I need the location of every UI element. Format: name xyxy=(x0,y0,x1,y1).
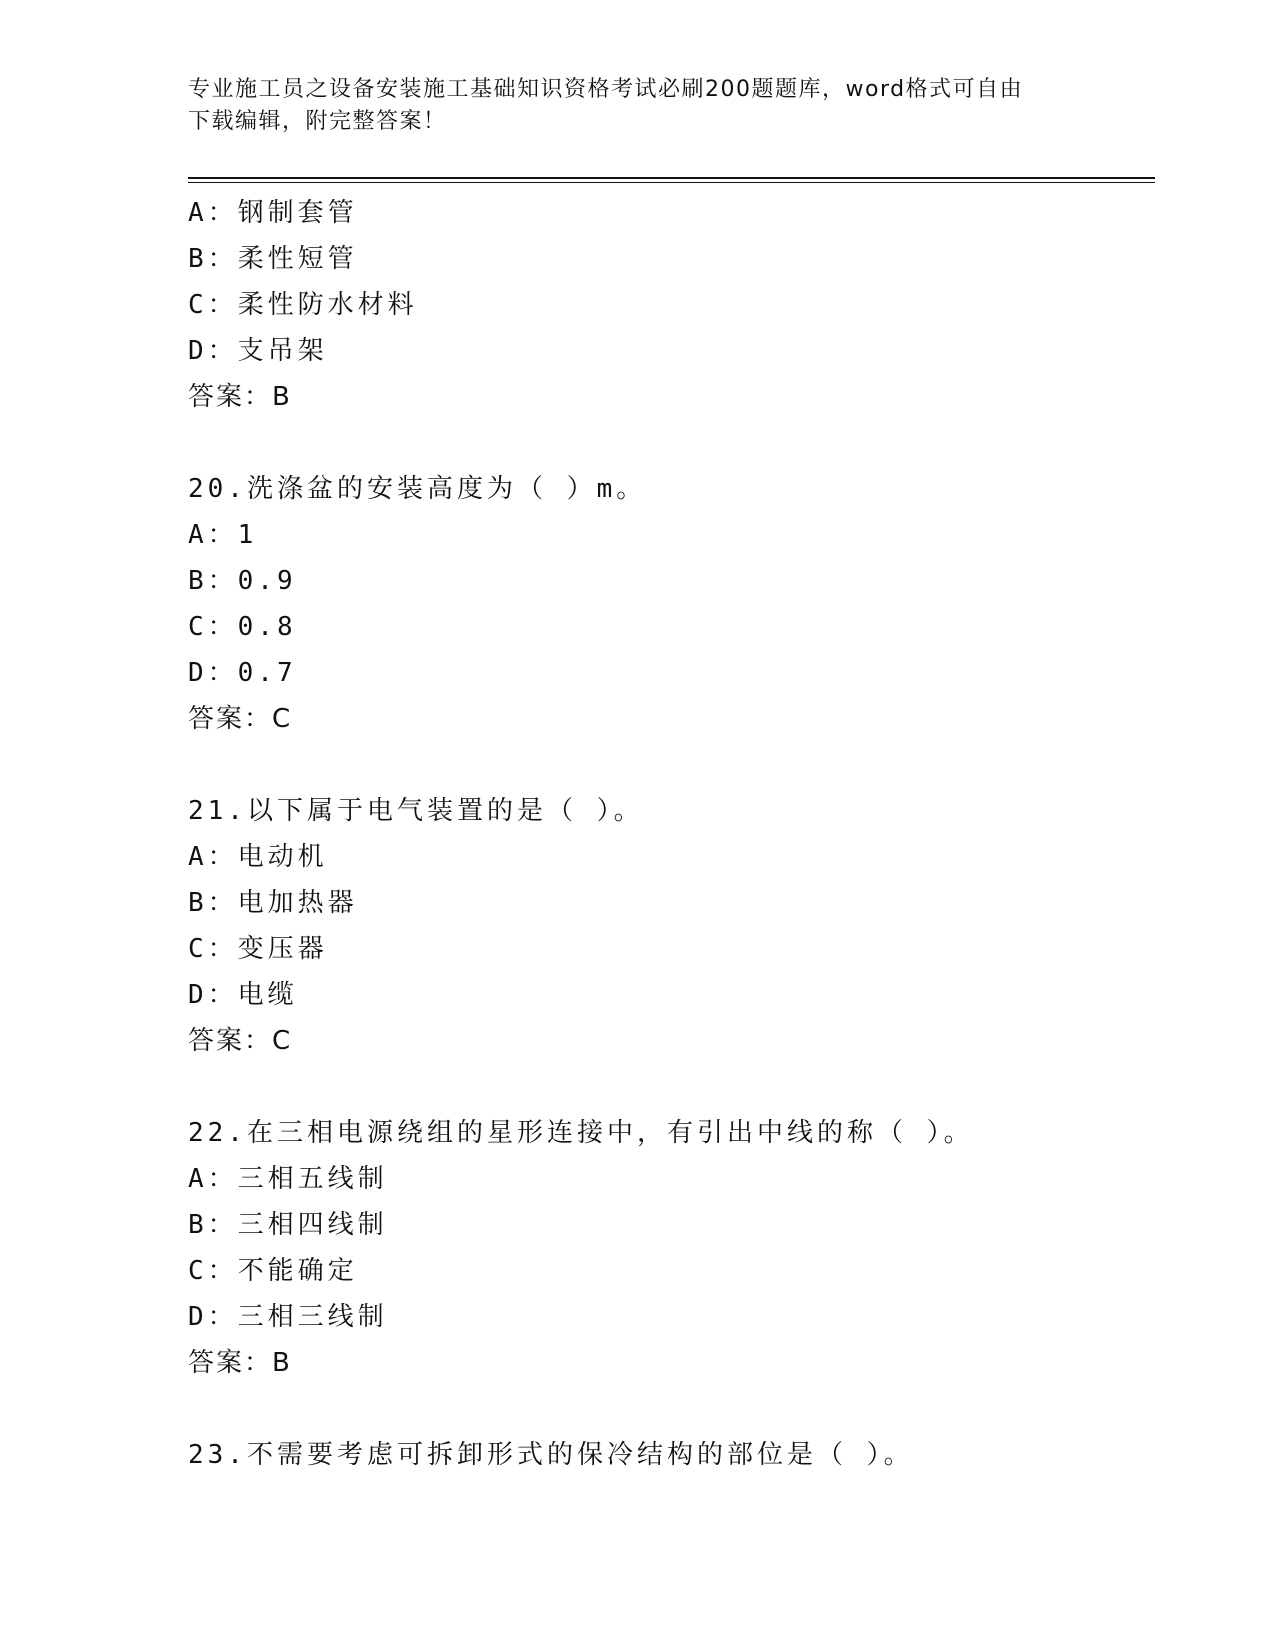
option-c: C：变压器 xyxy=(188,934,328,964)
option-d: D：0.7 xyxy=(188,658,297,688)
answer: 答案：C xyxy=(188,1026,293,1056)
question-20 xyxy=(188,466,1155,742)
option-c: C：柔性防水材料 xyxy=(188,290,418,320)
header-rule-thin xyxy=(188,182,1155,183)
question-text: 22.在三相电源绕组的星形连接中，有引出中线的称（ ）。 xyxy=(188,1118,974,1148)
question-text: 21.以下属于电气装置的是（ ）。 xyxy=(188,796,644,826)
header-line-1: 专业施工员之设备安装施工基础知识资格考试必刷200题题库，word格式可自由 xyxy=(188,77,1024,102)
option-d: D：三相三线制 xyxy=(188,1302,388,1332)
question-21 xyxy=(188,788,1155,1064)
question-text: 23.不需要考虑可拆卸形式的保冷结构的部位是（ ）。 xyxy=(188,1440,914,1470)
question-list xyxy=(188,190,1155,1524)
header-rule-thick xyxy=(188,177,1155,179)
option-d: D：支吊架 xyxy=(188,336,328,366)
answer: 答案：B xyxy=(188,382,292,412)
option-a: A：钢制套管 xyxy=(188,198,358,228)
option-b: B：三相四线制 xyxy=(188,1210,388,1240)
option-a: A：电动机 xyxy=(188,842,328,872)
option-c: C：不能确定 xyxy=(188,1256,358,1286)
option-a: A：三相五线制 xyxy=(188,1164,388,1194)
option-c: C：0.8 xyxy=(188,612,297,642)
answer: 答案：C xyxy=(188,704,293,734)
option-a: A：1 xyxy=(188,520,258,550)
document-header xyxy=(188,74,1068,138)
option-b: B：0.9 xyxy=(188,566,297,596)
option-b: B：柔性短管 xyxy=(188,244,358,274)
question-22 xyxy=(188,1110,1155,1386)
header-line-2: 下载编辑，附完整答案！ xyxy=(188,109,447,134)
question-text: 20.洗涤盆的安装高度为（ ）m。 xyxy=(188,474,647,504)
option-d: D：电缆 xyxy=(188,980,298,1010)
option-b: B：电加热器 xyxy=(188,888,358,918)
answer: 答案：B xyxy=(188,1348,292,1378)
question-23 xyxy=(188,1432,1155,1478)
question-19-continued xyxy=(188,190,1155,420)
